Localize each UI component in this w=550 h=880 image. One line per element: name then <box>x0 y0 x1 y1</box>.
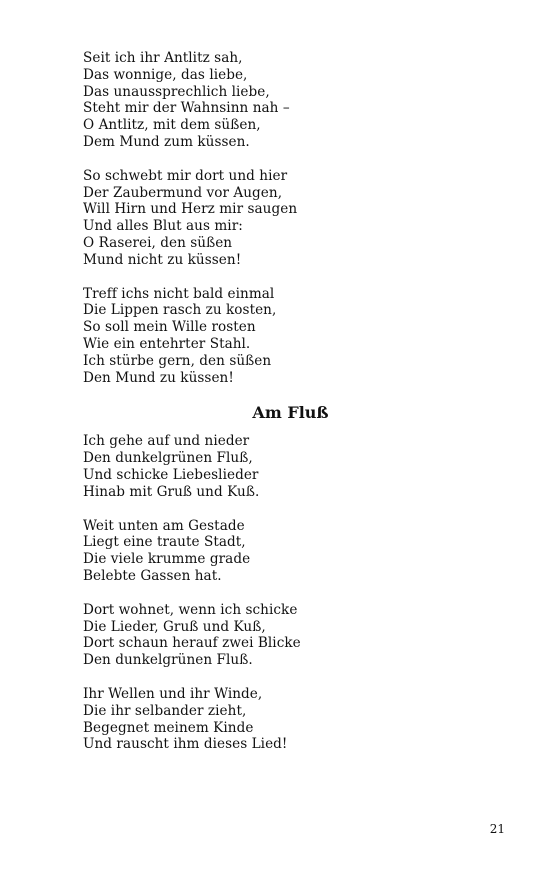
verse-line: Das unaussprechlich liebe, <box>83 83 270 100</box>
verse-line: Belebte Gassen hat. <box>83 567 222 584</box>
poem-1 <box>83 50 503 386</box>
stanza <box>83 433 503 500</box>
stanza <box>83 168 503 269</box>
verse-line: So schwebt mir dort und hier <box>83 167 288 184</box>
verse-line: Ich gehe auf und nieder <box>83 433 250 450</box>
verse-line: Die viele krumme grade <box>83 551 251 568</box>
verse-line: Die ihr selbander zieht, <box>83 702 247 719</box>
verse-line: Weit unten am Gestade <box>83 517 245 534</box>
page-number: 21 <box>489 822 505 836</box>
verse-line: Den dunkelgrünen Fluß. <box>83 652 253 669</box>
verse-line: O Raserei, den süßen <box>83 234 233 251</box>
verse-line: O Antlitz, mit dem süßen, <box>83 117 261 134</box>
verse-line: Ihr Wellen und ihr Winde, <box>83 685 263 702</box>
stanza <box>83 602 503 669</box>
verse-line: Den Mund zu küssen! <box>83 369 234 386</box>
verse-line: Der Zaubermund vor Augen, <box>83 184 283 201</box>
verse-line: Liegt eine traute Stadt, <box>83 534 246 551</box>
stanza <box>83 686 503 753</box>
text-block <box>83 50 503 770</box>
stanza <box>83 50 503 151</box>
stanza <box>83 518 503 585</box>
verse-line: Wie ein entehrter Stahl. <box>83 335 251 352</box>
verse-line: Steht mir der Wahnsinn nah – <box>83 100 290 117</box>
poem-title: Am Fluß <box>252 403 329 423</box>
verse-line: Dort schaun herauf zwei Blicke <box>83 635 301 652</box>
verse-line: Das wonnige, das liebe, <box>83 66 248 83</box>
verse-line: Seit ich ihr Antlitz sah, <box>83 50 243 66</box>
verse-line: Die Lieder, Gruß und Kuß, <box>83 618 266 635</box>
verse-line: Den dunkelgrünen Fluß, <box>83 450 253 467</box>
stanza <box>83 286 503 387</box>
verse-line: Und rauscht ihm dieses Lied! <box>83 736 288 753</box>
verse-line: Und alles Blut aus mir: <box>83 218 243 235</box>
verse-line: So soll mein Wille rosten <box>83 319 256 336</box>
verse-line: Die Lippen rasch zu kosten, <box>83 302 277 319</box>
poem-2 <box>83 403 503 753</box>
verse-line: Hinab mit Gruß und Kuß. <box>83 483 260 500</box>
verse-line: Mund nicht zu küssen! <box>83 251 242 268</box>
verse-line: Dem Mund zum küssen. <box>83 133 250 150</box>
verse-line: Begegnet meinem Kinde <box>83 719 254 736</box>
verse-line: Treff ichs nicht bald einmal <box>83 285 275 302</box>
verse-line: Dort wohnet, wenn ich schicke <box>83 601 298 618</box>
verse-line: Will Hirn und Herz mir saugen <box>83 201 298 218</box>
verse-line: Und schicke Liebeslieder <box>83 466 259 483</box>
verse-line: Ich stürbe gern, den süßen <box>83 352 272 369</box>
